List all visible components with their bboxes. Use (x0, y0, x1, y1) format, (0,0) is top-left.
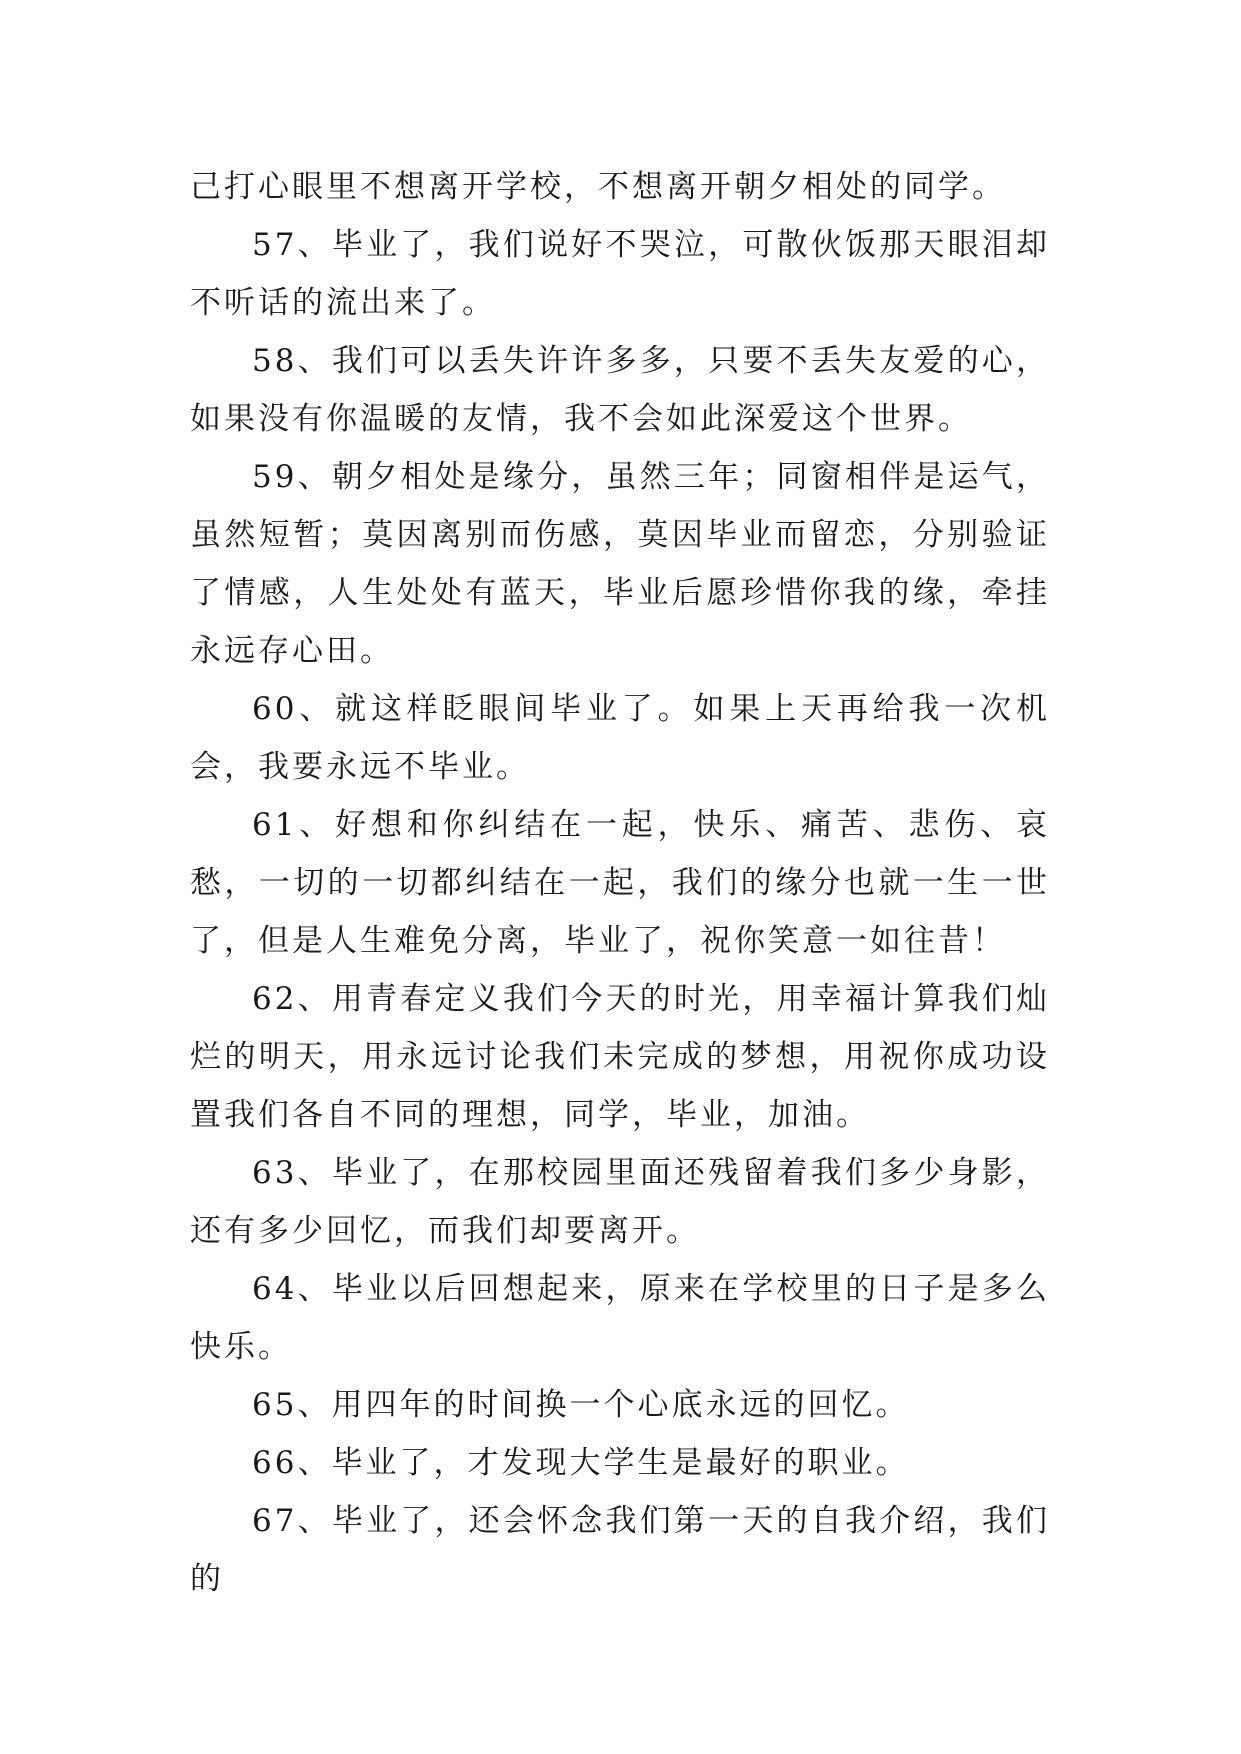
paragraph-59: 59、朝夕相处是缘分，虽然三年；同窗相伴是运气，虽然短暂；莫因离别而伤感，莫因毕业而留恋，分别验证了情感，人生处处有蓝天，毕业后愿珍惜你我的缘，牵挂永远存心田。 (190, 459, 1050, 669)
paragraph-continuation: 己打心眼里不想离开学校，不想离开朝夕相处的同学。 (190, 169, 1006, 205)
paragraph-60: 60、就这样眨眼间毕业了。如果上天再给我一次机会，我要永远不毕业。 (190, 691, 1050, 785)
paragraph-64: 64、毕业以后回想起来，原来在学校里的日子是多么快乐。 (190, 1271, 1050, 1365)
paragraph-66: 66、毕业了，才发现大学生是最好的职业。 (252, 1445, 910, 1481)
paragraph-61: 61、好想和你纠结在一起，快乐、痛苦、悲伤、哀愁，一切的一切都纠结在一起，我们的缘分也就一生一世了，但是人生难免分离，毕业了，祝你笑意一如往昔！ (190, 807, 1050, 959)
paragraph-67: 67、毕业了，还会怀念我们第一天的自我介绍，我们的 (190, 1503, 1050, 1597)
paragraph-63: 63、毕业了，在那校园里面还残留着我们多少身影，还有多少回忆，而我们却要离开。 (190, 1155, 1050, 1249)
paragraph-62: 62、用青春定义我们今天的时光，用幸福计算我们灿烂的明天，用永远讨论我们未完成的梦想，用祝你成功设置我们各自不同的理想，同学，毕业，加油。 (190, 981, 1050, 1133)
paragraph-58: 58、我们可以丢失许许多多，只要不丢失友爱的心，如果没有你温暖的友情，我不会如此深爱这个世界。 (190, 343, 1050, 437)
paragraph-57: 57、毕业了，我们说好不哭泣，可散伙饭那天眼泪却不听话的流出来了。 (190, 227, 1050, 321)
paragraph-65: 65、用四年的时间换一个心底永远的回忆。 (252, 1387, 910, 1423)
document-body (190, 158, 1050, 1608)
